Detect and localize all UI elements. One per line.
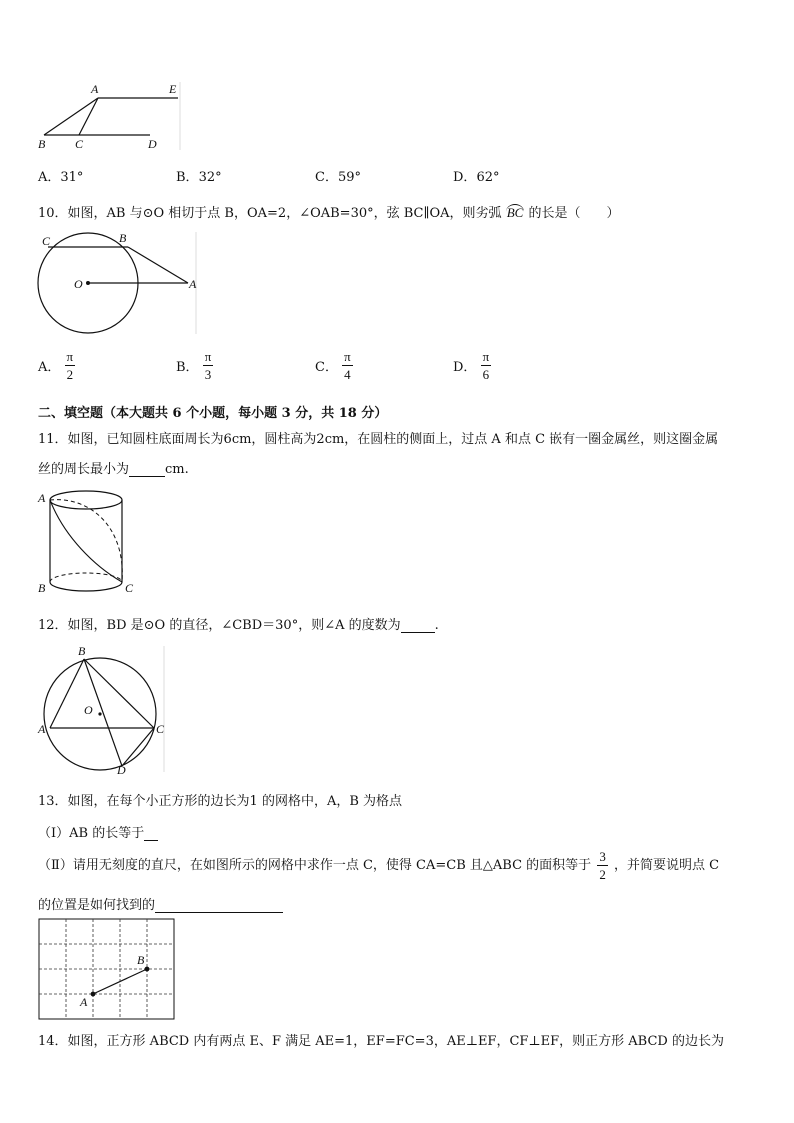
label-b: B: [137, 953, 145, 967]
q13-part1: （Ⅰ）AB 的长等于: [38, 822, 158, 841]
q14-line1: 14．如图，正方形 ABCD 内有两点 E、F 满足 AE=1，EF=FC=3，AE⊥EF，CF⊥EF，则正方形 ABCD 的边长为: [38, 1034, 724, 1049]
line-bc: [84, 659, 154, 728]
wire-front: [50, 500, 122, 582]
label-a: A: [91, 82, 99, 96]
label-b: B: [38, 581, 46, 595]
label-c: C: [75, 137, 84, 151]
label-c: C: [156, 722, 165, 736]
label-o: O: [84, 703, 93, 717]
figure-q9: [30, 78, 190, 154]
tangent-ab: [128, 247, 188, 283]
q10-question: 10．如图，AB 与⊙O 相切于点 B，OA=2，∠OAB=30°，弦 BC∥OA，则劣弧 BC 的长是（ ）: [38, 205, 620, 221]
q10-option-d: D． $\frac{\pi}{6}$: [453, 349, 490, 382]
q13-line1: 13．如图，在每个小正方形的边长为1 的网格中，A，B 为格点: [38, 794, 403, 809]
label-d: D: [148, 137, 157, 151]
q11-line1: 11．如图，已知圆柱底面周长为6cm，圆柱高为2cm，在圆柱的侧面上，过点 A 和点 C 嵌有一圈金属丝，则这圈金属: [38, 432, 719, 447]
label-o: O: [74, 277, 83, 291]
section-title: 二、填空题（本大题共 6 个小题，每小题 3 分，共 18 分）: [38, 406, 388, 421]
figure-q11: [34, 486, 144, 598]
answer-blank-q13-2: [155, 912, 283, 913]
label-b: B: [78, 644, 86, 658]
line-ac: [79, 98, 98, 135]
arc-bc-symbol: BC: [506, 205, 524, 220]
q13-part2: （Ⅱ）请用无刻度的直尺，在如图所示的网格中求作一点 C，使得 CA=CB 且△ABC 的面积等于 $\frac{3}{2}$ ，并简要说明点 C: [38, 849, 720, 882]
q9-option-d: D．62°: [453, 170, 500, 185]
figure-q10: [34, 230, 202, 336]
label-d: D: [117, 763, 126, 776]
cylinder-bottom-front: [50, 582, 122, 591]
q11-line2: 丝的周长最小为 cm.: [38, 462, 189, 477]
cylinder-bottom-back: [50, 573, 122, 582]
answer-blank-q11: [129, 476, 165, 477]
q10-option-b: B． $\frac{\pi}{3}$: [176, 349, 212, 382]
label-e: E: [169, 82, 177, 96]
q10-option-c: C． $\frac{\pi}{4}$: [315, 349, 351, 382]
label-a: A: [189, 277, 197, 291]
line-ab: [44, 98, 98, 135]
q10-option-a: A． $\frac{\pi}{2}$: [38, 349, 74, 382]
wire-back: [50, 500, 122, 582]
q9-option-a: A．31°: [38, 170, 84, 185]
q13-line4: 的位置是如何找到的: [38, 894, 283, 913]
point-b: [145, 967, 150, 972]
line-cd: [122, 728, 154, 766]
label-a: A: [80, 995, 88, 1009]
label-b: B: [119, 231, 127, 245]
label-a: A: [38, 722, 46, 736]
label-b: B: [38, 137, 46, 151]
q9-option-c: C．59°: [315, 170, 361, 185]
answer-blank-q13-1: [144, 840, 158, 841]
figure-q12: [34, 642, 168, 776]
label-c: C: [42, 234, 51, 248]
label-a: A: [38, 491, 46, 505]
q12-question: 12．如图，BD 是⊙O 的直径，∠CBD＝30°，则∠A 的度数为 .: [38, 618, 439, 633]
q9-option-b: B．32°: [176, 170, 222, 185]
answer-blank-q12: [401, 632, 435, 633]
grid-figure-q13: [38, 918, 178, 1022]
label-c: C: [125, 581, 134, 595]
point-a: [91, 992, 96, 997]
